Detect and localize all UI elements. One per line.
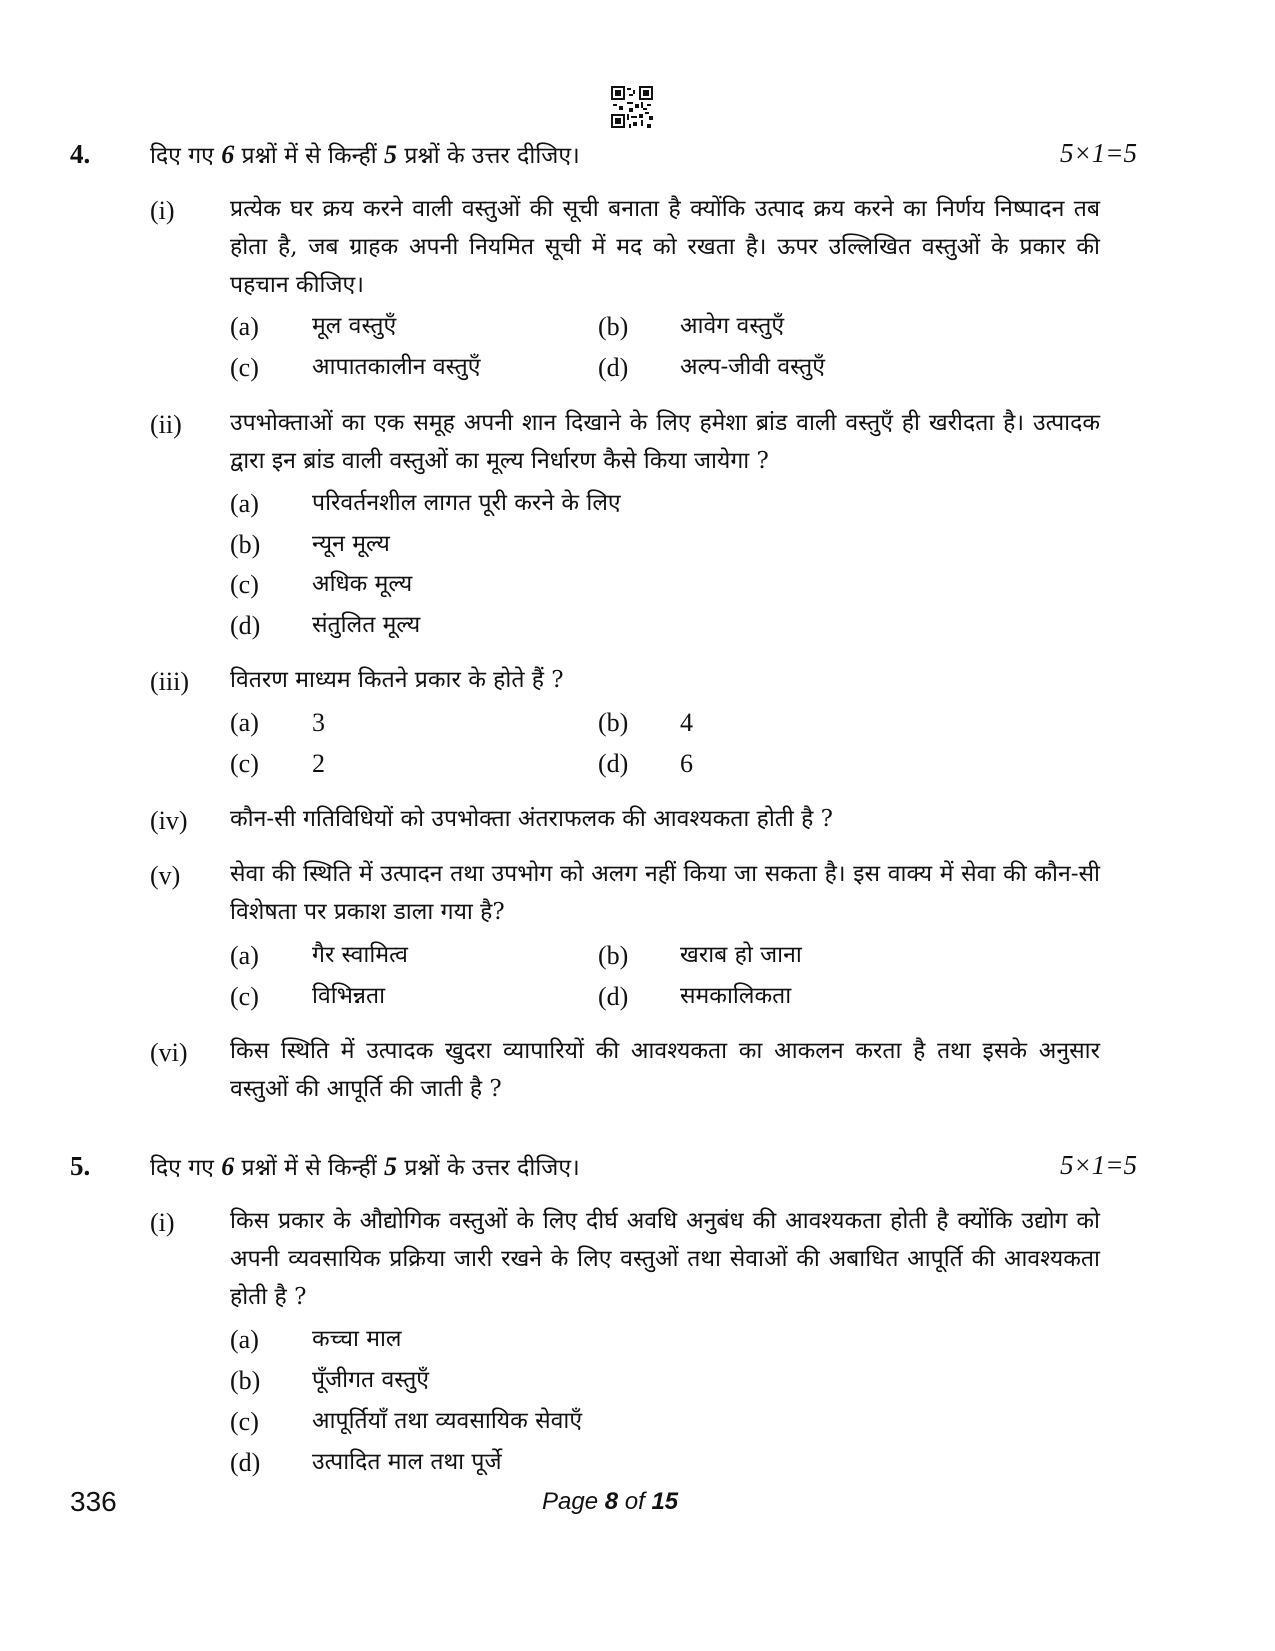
option-label: (d) — [230, 1448, 261, 1477]
option-label: (c) — [230, 1407, 259, 1436]
option-text: आवेग वस्तुएँ — [680, 313, 785, 339]
subquestion-text: किस स्थिति में उत्पादक खुदरा व्यापारियों की आवश्यकता का आकलन करता है तथा इसके अनुसार वस्तुओं की आपूर्ति की जाती है ? — [230, 1038, 1100, 1102]
option-text: परिवर्तनशील लागत पूरी करने के लिए — [312, 490, 621, 516]
question-instruction — [150, 136, 580, 175]
option-text: 6 — [680, 749, 693, 778]
instruction-text: प्रश्नों में से किन्हीं — [234, 1155, 385, 1181]
option-text: अधिक मूल्य — [312, 571, 413, 597]
paper-code: 336 — [70, 1486, 117, 1517]
instruction-text: दिए गए — [150, 143, 222, 169]
option-label: (b) — [598, 708, 629, 737]
option-label: (d) — [598, 353, 629, 382]
instruction-text: दिए गए — [150, 1155, 222, 1181]
instruction-count: 6 — [221, 1152, 235, 1181]
option-text: समकालिकता — [680, 983, 792, 1009]
subquestion-number: (ii) — [150, 410, 182, 439]
option-label: (b) — [230, 530, 261, 559]
page-prefix: Page — [542, 1488, 605, 1515]
subquestion-number: (iii) — [150, 667, 189, 696]
option-text: कच्चा माल — [312, 1326, 402, 1352]
subquestion-text: कौन-सी गतिविधियों को उपभोक्ता अंतराफलक की आवश्यकता होती है ? — [230, 806, 834, 832]
subquestion-text: उपभोक्ताओं का एक समूह अपनी शान दिखाने के लिए हमेशा ब्रांड वाली वस्तुएँ ही खरीदता है। उत्पादक द्वारा इन ब्रांड वाली वस्तुओं का मूल्य निर्धारण कैसे किया जायेगा ? — [230, 410, 1100, 474]
option-label: (c) — [230, 570, 259, 599]
instruction-count: 5 — [384, 1152, 398, 1181]
question-number: 4. — [70, 139, 91, 169]
subquestion-number: (iv) — [150, 806, 188, 835]
option-label: (a) — [230, 312, 259, 341]
option-label: (c) — [230, 982, 259, 1011]
option-text: खराब हो जाना — [680, 942, 802, 968]
option-text: न्यून मूल्य — [312, 531, 390, 557]
option-label: (a) — [230, 489, 259, 518]
page-total: 15 — [651, 1488, 679, 1515]
option-label: (d) — [230, 611, 261, 640]
option-text: पूँजीगत वस्तुएँ — [312, 1367, 430, 1393]
option-text: मूल वस्तुएँ — [312, 313, 397, 339]
subquestion-number: (i) — [150, 1208, 175, 1237]
option-label: (b) — [598, 941, 629, 970]
option-label: (b) — [598, 312, 629, 341]
question-marks: 5×1=5 — [1060, 138, 1137, 168]
option-text: 4 — [680, 708, 693, 737]
instruction-text: प्रश्नों के उत्तर दीजिए। — [397, 1155, 580, 1181]
option-label: (a) — [230, 708, 259, 737]
subquestion-number: (v) — [150, 861, 181, 890]
option-label: (d) — [598, 982, 629, 1011]
subquestion-number: (vi) — [150, 1038, 188, 1067]
subquestion-text: प्रत्येक घर क्रय करने वाली वस्तुओं की सूची बनाता है क्योंकि उत्पाद क्रय करने का निर्णय निष्पादन तब होता है, जब ग्राहक अपनी नियमित सूची में मद को रखता है। ऊपर उल्लिखित वस्तुओं के प्रकार की पहचान कीजिए। — [230, 196, 1100, 298]
option-text: आपातकालीन वस्तुएँ — [312, 354, 481, 380]
instruction-count: 5 — [384, 140, 398, 169]
subquestion-text: वितरण माध्यम कितने प्रकार के होते हैं ? — [230, 667, 564, 693]
option-text: संतुलित मूल्य — [312, 612, 421, 638]
option-text: गैर स्वामित्व — [312, 942, 408, 968]
qr-code — [611, 86, 653, 128]
page-of: of — [618, 1488, 652, 1515]
subquestion-text: किस प्रकार के औद्योगिक वस्तुओं के लिए दीर्घ अवधि अनुबंध की आवश्यकता होती है क्योंकि उद्योग को अपनी व्यवसायिक प्रक्रिया जारी रखने के लिए वस्तुओं तथा सेवाओं की अबाधित आपूर्ति की आवश्यकता होती है ? — [230, 1208, 1100, 1310]
option-label: (a) — [230, 941, 259, 970]
option-label: (a) — [230, 1325, 259, 1354]
question-number: 5. — [70, 1151, 91, 1181]
subquestion-text: सेवा की स्थिति में उत्पादन तथा उपभोग को अलग नहीं किया जा सकता है। इस वाक्य में सेवा की कौन-सी विशेषता पर प्रकाश डाला गया है? — [230, 861, 1100, 925]
option-label: (b) — [230, 1366, 261, 1395]
instruction-text: प्रश्नों में से किन्हीं — [234, 143, 385, 169]
option-label: (c) — [230, 749, 259, 778]
option-text: उत्पादित माल तथा पूर्जे — [312, 1449, 502, 1475]
option-label: (c) — [230, 353, 259, 382]
question-marks: 5×1=5 — [1060, 1150, 1137, 1180]
option-label: (d) — [598, 749, 629, 778]
subquestion-number: (i) — [150, 196, 175, 225]
option-text: अल्प-जीवी वस्तुएँ — [680, 354, 825, 380]
question-instruction — [150, 1148, 580, 1187]
option-text: आपूर्तियाँ तथा व्यवसायिक सेवाएँ — [312, 1408, 583, 1434]
page-current: 8 — [604, 1488, 619, 1515]
option-text: 2 — [312, 749, 325, 778]
instruction-count: 6 — [221, 140, 235, 169]
option-text: 3 — [312, 708, 325, 737]
option-text: विभिन्नता — [312, 983, 386, 1009]
instruction-text: प्रश्नों के उत्तर दीजिए। — [397, 143, 580, 169]
page-indicator — [542, 1488, 678, 1516]
